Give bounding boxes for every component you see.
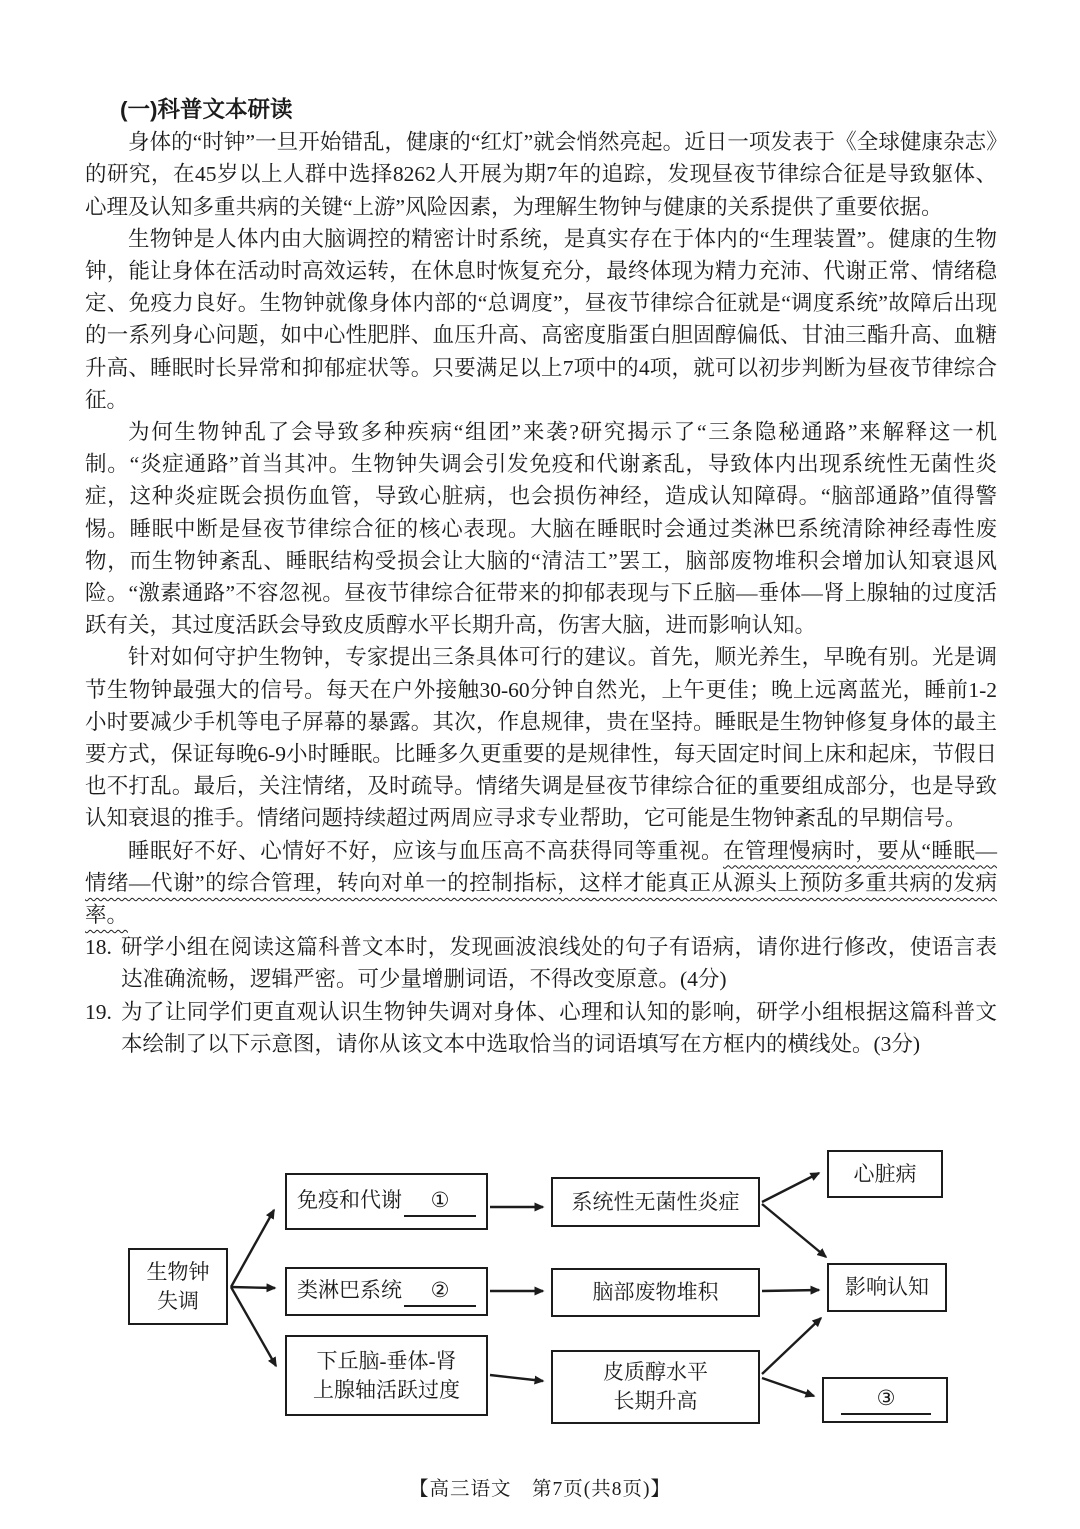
question-19 xyxy=(85,996,997,1060)
paragraph-3: 为何生物钟乱了会导致多种疾病“组团”来袭?研究揭示了“三条隐秘通路”来解释这一机制。“炎症通路”首当其冲。生物钟失调会引发免疫和代谢紊乱，导致体内出现系统性无菌性炎症，这种炎症既会损伤血管，导致心脏病，也会损伤神经，造成认知障碍。“脑部通路”值得警惕。睡眠中断是昼夜节律综合征的核心表现。大脑在睡眠时会通过类淋巴系统清除神经毒性废物，而生物钟紊乱、睡眠结构受损会让大脑的“清洁工”罢工，脑部废物堆积会增加认知衰退风险。“激素通路”不容忽视。昼夜节律综合征带来的抑郁表现与下丘脑—垂体—肾上腺轴的过度活跃有关，其过度活跃会导致皮质醇水平长期升高，伤害大脑，进而影响认知。 xyxy=(85,420,997,638)
node-bioclock-disorder xyxy=(128,1248,228,1325)
paragraph-2: 生物钟是人体内由大脑调控的精密计时系统，是真实存在于体内的“生理装置”。健康的生物钟，能让身体在活动时高效运转，在休息时恢复充分，最终体现为精力充沛、代谢正常、情绪稳定、免疫力良好。生物钟就像身体内部的“总调度”，昼夜节律综合征就是“调度系统”故障后出现的一系列身心问题，如中心性肥胖、血压升高、高密度脂蛋白胆固醇偏低、甘油三酯升高、血糖升高、睡眠时长异常和抑郁症状等。只要满足以上7项中的4项，就可以初步判断为昼夜节律综合征。 xyxy=(85,226,997,412)
node-blank-3 xyxy=(822,1377,948,1423)
node-bioclock-line1: 生物钟 xyxy=(146,1259,210,1284)
node-cortisol-line1: 皮质醇水平 xyxy=(603,1360,708,1384)
question-19-text: 为了让同学们更直观认识生物钟失调对身体、心理和认知的影响，研学小组根据这篇科普文本绘制了以下示意图，请你从该文本中选取恰当的词语填写在方框内的横线处。(3分) xyxy=(121,999,997,1056)
question-19-number: 19. xyxy=(85,999,112,1024)
blank-2-underline: ② xyxy=(404,1277,476,1306)
node-glymphatic-label: 类淋巴系统 xyxy=(297,1278,402,1303)
node-brain-waste: 脑部废物堆积 xyxy=(551,1268,760,1317)
flow-diagram xyxy=(0,1140,1080,1485)
node-hpa-axis-line1: 下丘脑-垂体-肾 xyxy=(316,1348,457,1373)
node-heart-disease: 心脏病 xyxy=(827,1150,943,1198)
node-immune-metabolism-label: 免疫和代谢 xyxy=(297,1188,402,1213)
node-bioclock-line2: 失调 xyxy=(157,1288,199,1313)
paragraph-1: 身体的“时钟”一旦开始错乱，健康的“红灯”就会悄然亮起。近日一项发表于《全球健康杂志》的研究，在45岁以上人群中选择8262人开展为期7年的追踪，发现昼夜节律综合征是导致躯体、心理及认知多重共病的关键“上游”风险因素，为理解生物钟与健康的关系提供了重要依据。 xyxy=(85,130,997,219)
paragraph-5 xyxy=(85,835,997,932)
node-cortisol xyxy=(551,1350,760,1424)
paragraph-5-normal-text: 睡眠好不好、心情好不好，应该与血压高不高获得同等重视。 xyxy=(128,838,723,863)
node-glymphatic-system xyxy=(285,1267,488,1316)
question-18-text: 研学小组在阅读这篇科普文本时，发现画波浪线处的句子有语病，请你进行修改，使语言表达准确流畅，逻辑严密。可少量增删词语，不得改变原意。(4分) xyxy=(121,935,997,992)
node-systemic-inflammation: 系统性无菌性炎症 xyxy=(551,1177,760,1227)
question-18 xyxy=(85,931,997,995)
node-hpa-axis-line2: 上腺轴活跃过度 xyxy=(313,1377,460,1402)
paragraph-4: 针对如何守护生物钟，专家提出三条具体可行的建议。首先，顺光养生，早晚有别。光是调节生物钟最强大的信号。每天在户外接触30-60分钟自然光，上午更佳；晚上远离蓝光，睡前1-2小时要减少手机等电子屏幕的暴露。其次，作息规律，贵在坚持。睡眠是生物钟修复身体的最主要方式，保证每晚6-9小时睡眠。比睡多久更重要的是规律性，每天固定时间上床和起床，节假日也不打乱。最后，关注情绪，及时疏导。情绪失调是昼夜节律综合征的重要组成部分，也是导致认知衰退的推手。情绪问题持续超过两周应寻求专业帮助，它可能是生物钟紊乱的早期信号。 xyxy=(85,645,997,831)
text-content xyxy=(85,94,997,1060)
question-18-number: 18. xyxy=(85,935,112,960)
page-footer: 【高三语文 第7页(共8页)】 xyxy=(409,1479,671,1500)
node-immune-metabolism xyxy=(285,1173,488,1230)
node-cortisol-line2: 长期升高 xyxy=(613,1389,698,1413)
blank-3-underline: ③ xyxy=(841,1385,931,1414)
blank-1-underline: ① xyxy=(404,1187,476,1216)
section-heading: (一)科普文本研读 xyxy=(120,97,293,122)
paragraph-5-wavy-underlined-text: 在管理慢病时，要从“睡眠—情绪—代谢”的综合管理，转向对单一的控制指标，这样才能真正从源头上预防多重共病的发病率。 xyxy=(85,838,997,928)
node-hpa-axis xyxy=(285,1335,488,1416)
node-cognition-impact: 影响认知 xyxy=(827,1263,947,1312)
